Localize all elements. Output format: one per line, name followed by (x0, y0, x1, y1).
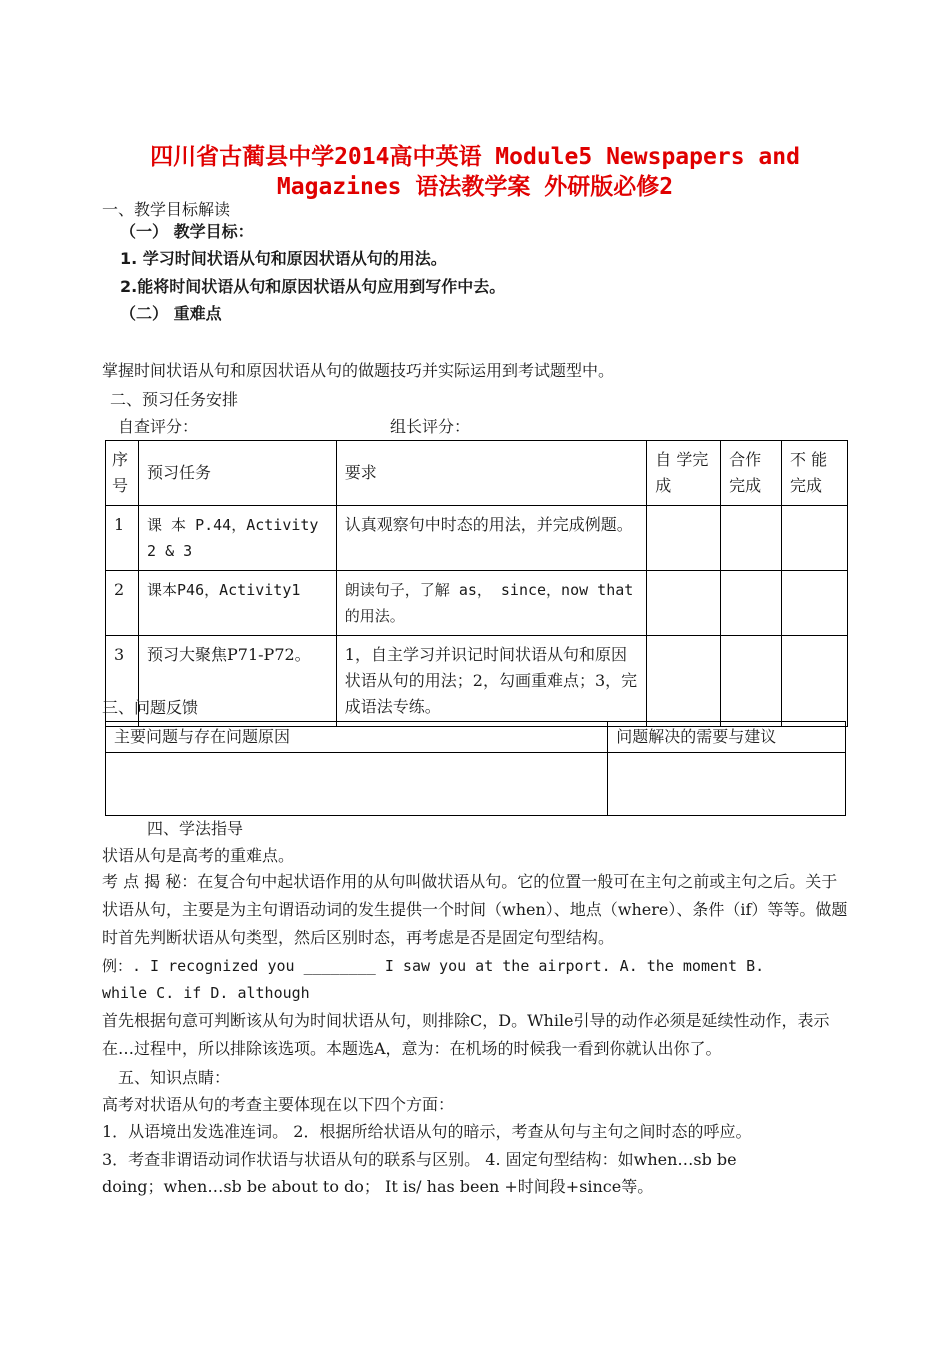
section3-heading: 三、问题反馈 (102, 698, 199, 717)
cell-self (647, 636, 721, 727)
section4-heading: 四、学法指导 (147, 819, 244, 838)
feedback-empty-row (106, 753, 846, 816)
cell-cannot (782, 571, 848, 636)
feedback-problems-cell (106, 753, 608, 816)
row-req: 朗读句子，了解 as， since，now that的用法。 (336, 571, 646, 636)
table-row (106, 571, 848, 636)
table-row (106, 636, 848, 727)
section1-sub2: （二） 重难点 (120, 304, 222, 323)
header-task: 预习任务 (139, 441, 337, 506)
leader-score-label: 组长评分： (390, 417, 471, 436)
feedback-table (105, 721, 846, 816)
section5-line3: doing；when…sb be about to do； It is/ has been +时间段+since等。 (102, 1177, 654, 1196)
cell-self (647, 571, 721, 636)
keypoint-text: 掌握时间状语从句和原因状语从句的做题技巧并实际运用到考试题型中。 (102, 361, 615, 380)
feedback-header-row (106, 722, 846, 753)
doc-title-line2: Magazines 语法教学案 外研版必修2 (276, 174, 674, 200)
table-row (106, 506, 848, 571)
header-self: 自 学完成 (647, 441, 721, 506)
section2-heading: 二、预习任务安排 (110, 390, 239, 409)
goal-1: 1. 学习时间状语从句和原因状语从句的用法。 (120, 249, 447, 268)
table-header-row (106, 441, 848, 506)
row-req: 认真观察句中时态的用法，并完成例题。 (336, 506, 646, 571)
self-score-label: 自查评分： (118, 417, 199, 436)
section4-p2: 考 点 揭 秘：在复合句中起状语作用的从句叫做状语从句。它的位置一般可在主句之前或主句之后。关于状语从句，主要是为主句谓语动词的发生提供一个时间（when）、地点（where）、条件（if）等等。做题时首先判断状语从句类型，然后区别时态，再考虑是否是固定句型结构。 (102, 872, 848, 947)
cell-cannot (782, 506, 848, 571)
row-no: 3 (106, 636, 139, 727)
preview-task-table (105, 440, 848, 727)
goal-2: 2.能将时间状语从句和原因状语从句应用到写作中去。 (120, 277, 506, 296)
section5-intro: 高考对状语从句的考查主要体现在以下四个方面： (102, 1095, 455, 1114)
feedback-col-suggestions: 问题解决的需要与建议 (608, 722, 846, 753)
example-line2: while C. if D. although (102, 984, 310, 1002)
cell-coop (721, 636, 782, 727)
doc-title-line1: 四川省古蔺县中学2014高中英语 Module5 Newspapers and (150, 144, 800, 170)
row-no: 1 (106, 506, 139, 571)
section4-p3: 首先根据句意可判断该从句为时间状语从句，则排除C，D。While引导的动作必须是延续性动作，表示在…过程中，所以排除该选项。本题选A，意为：在机场的时候我一看到你就认出你了。 (102, 1011, 830, 1058)
row-task: 预习大聚焦P71-P72。 (139, 636, 337, 727)
header-cannot: 不 能完成 (782, 441, 848, 506)
section4-p1: 状语从句是高考的重难点。 (102, 846, 295, 865)
row-no: 2 (106, 571, 139, 636)
feedback-suggestions-cell (608, 753, 846, 816)
feedback-col-problems: 主要问题与存在问题原因 (106, 722, 608, 753)
section1-heading: 一、教学目标解读 (102, 200, 231, 219)
row-req: 1，自主学习并识记时间状语从句和原因状语从句的用法；2，勾画重难点；3，完成语法专练。 (336, 636, 646, 727)
cell-coop (721, 571, 782, 636)
cell-self (647, 506, 721, 571)
cell-cannot (782, 636, 848, 727)
header-no: 序号 (106, 441, 139, 506)
example-line1: 例：. I recognized you ________ I saw you at the airport. A. the moment B. (102, 957, 765, 975)
section5-line2: 3．考查非谓语动词作状语与状语从句的联系与区别。 4. 固定句型结构：如when…sb be (102, 1150, 737, 1169)
header-coop: 合作完成 (721, 441, 782, 506)
cell-coop (721, 506, 782, 571)
row-task: 课本P46，Activity1 (139, 571, 337, 636)
header-req: 要求 (336, 441, 646, 506)
section5-heading: 五、知识点睛： (118, 1068, 231, 1087)
section1-sub1: （一） 教学目标： (120, 222, 254, 241)
section5-line1: 1．从语境出发选准连词。 2．根据所给状语从句的暗示，考查从句与主句之间时态的呼应。 (102, 1122, 752, 1141)
row-task: 课 本 P.44，Activity 2 & 3 (139, 506, 337, 571)
